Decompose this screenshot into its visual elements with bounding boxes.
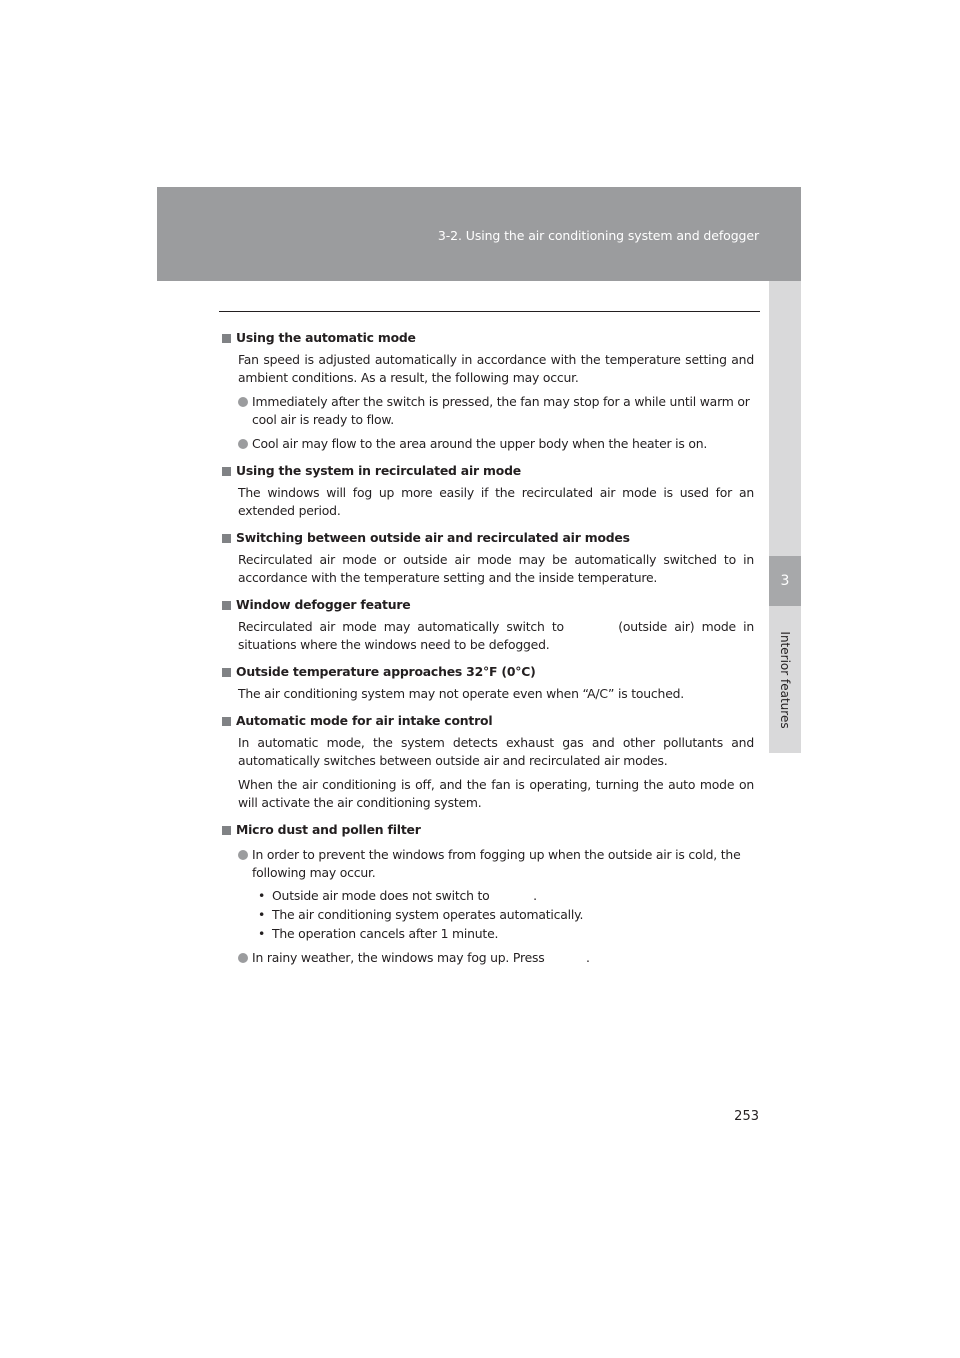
- header-band: [157, 187, 801, 281]
- list-item: Immediately after the switch is pressed, the fan may stop for a while until warm or cool air is ready to flow.: [238, 393, 754, 429]
- paragraph: Recirculated air mode may automatically switch to (outside air) mode in situations where the windows need to be defogged.: [238, 619, 754, 652]
- chapter-title: Interior features: [778, 631, 792, 729]
- circle-bullet-icon: [238, 439, 248, 449]
- list-item: Cool air may flow to the area around the upper body when the heater is on.: [238, 435, 754, 453]
- sub-list-item: • Outside air mode does not switch to .: [258, 888, 537, 903]
- list-item: In order to prevent the windows from fogging up when the outside air is cold, the following may occur.: [238, 846, 754, 882]
- paragraph: The windows will fog up more easily if the recirculated air mode is used for an extended period.: [238, 485, 754, 518]
- section-title: 3-2. Using the air conditioning system and defogger: [437, 228, 759, 243]
- section-heading: Automatic mode for air intake control: [222, 711, 754, 731]
- page-content: [222, 328, 754, 967]
- paragraph: When the air conditioning is off, and the fan is operating, turning the auto mode on will activate the air conditioning system.: [238, 777, 754, 810]
- paragraph: In automatic mode, the system detects exhaust gas and other pollutants and automatically switches between outside air and recirculated air modes.: [238, 735, 754, 768]
- circle-bullet-icon: [238, 953, 248, 963]
- square-bullet-icon: [222, 826, 231, 835]
- section-heading: Using the system in recirculated air mode: [222, 461, 754, 481]
- paragraph: The air conditioning system may not operate even when “A/C” is touched.: [238, 686, 685, 701]
- sub-list: [258, 886, 754, 943]
- top-rule: [219, 311, 760, 312]
- paragraph: Recirculated air mode or outside air mode may be automatically switched to in accordance with the temperature setting and the inside temperature.: [238, 552, 754, 585]
- square-bullet-icon: [222, 601, 231, 610]
- circle-bullet-icon: [238, 397, 248, 407]
- square-bullet-icon: [222, 668, 231, 677]
- chapter-number: 3: [769, 556, 801, 606]
- square-bullet-icon: [222, 534, 231, 543]
- page-number: 253: [734, 1109, 759, 1124]
- section-heading: Using the automatic mode: [222, 328, 754, 348]
- square-bullet-icon: [222, 717, 231, 726]
- section-heading: Switching between outside air and recirculated air modes: [222, 528, 754, 548]
- paragraph: Fan speed is adjusted automatically in accordance with the temperature setting and ambient conditions. As a result, the following may occur.: [238, 352, 754, 385]
- square-bullet-icon: [222, 334, 231, 343]
- sub-list-item: • The operation cancels after 1 minute.: [258, 926, 499, 941]
- sub-list-item: • The air conditioning system operates automatically.: [258, 907, 584, 922]
- section-heading: Micro dust and pollen filter: [222, 820, 754, 840]
- square-bullet-icon: [222, 467, 231, 476]
- section-heading: Outside temperature approaches 32°F (0°C): [222, 662, 754, 682]
- circle-bullet-icon: [238, 850, 248, 860]
- list-item: In rainy weather, the windows may fog up. Press .: [238, 949, 754, 967]
- section-heading: Window defogger feature: [222, 595, 754, 615]
